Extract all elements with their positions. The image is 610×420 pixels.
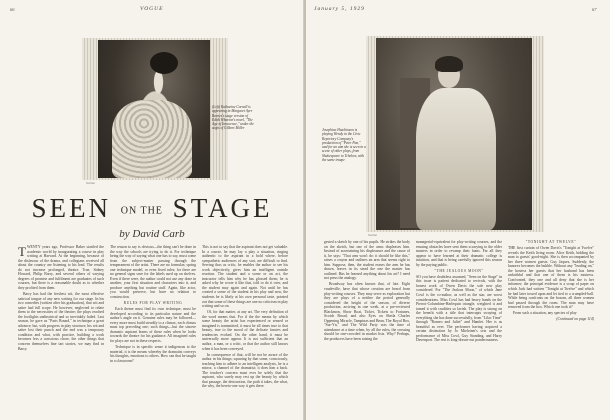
photo-credit-right: Steichen bbox=[368, 234, 377, 237]
headline bbox=[20, 193, 284, 224]
continued-note: (Continued on page 114) bbox=[556, 317, 594, 322]
photo-josephine-hutchinson bbox=[376, 38, 532, 230]
subhead-rules: RULES FOR PLAY WRITING bbox=[123, 301, 183, 306]
paragraph: Barry has had the freshest wit, the most effective satirical tongue of any new writing for our stage. In his two comedies (written after his graduation), that wit and satire had full scope. He however, neglected to relate them to the necessities of the theatre; the plays reached the footlights untheatrical and so inevitably failed. Last season, he gave us "Paris Bound," in technique a great advance; but, with progress in play structure, his wit and satire lost their punch and the end was a temporary condition and what, with practice, building a work becomes less a conscious chore, the other things that concern themselves fine tart stories, we may find in Barry. bbox=[18, 291, 104, 351]
caption-left: (Left) Katharine Cornell is appearing in Margaret Ayer Barnes's stage version of Edith Wharton's novel, "The Age of Innocence," under the aegis of Gilbert Miller bbox=[212, 105, 254, 131]
paragraph: Technique is in specific sense it indigenous to the material, it is the means whereby the dramatist conveys his thoughts, emotions to others. How can that be taught in a classroom? bbox=[110, 344, 196, 363]
photo-credit-left: Steichen bbox=[86, 182, 95, 185]
paragraph: Each theme must find its own technique, must be developed according to its particular nature and the author's angle on it. Genuine rules may be followed—every more must build steadily to a climax, each climax must top preceding one; such things—but the sincere dramatic aspirant learns of these rules when he looks towards the theatre for his guidance. All imagined rules for plays are not in these respects. bbox=[110, 307, 196, 343]
paragraph: SO you have doubtless assumed, "Seen on the Stage" in this issue is patient dedicated to revivals, with the honest work of Owen Davis the sole new play considered. For "The Jealous Moon," of which Jane Cowl is the co-author, as well as the star, are worst considerations. Miss Cowl has had heavy hands on the Pierrot-Columbine-Harlequin triangle, weighted it and tamed it with crudities so lavish. The play is strong on the benefit with a title that interrupts swaying of everything she has done successfully, from "Lilac Time" through "Romeo and Juliet" and Hamlet. Her is as beautiful as ever. The performer having acquired a certain distinction by Jo Mielziner's sets and the performance of Miss Cowl, Guy Standing, and Harry Davenport. The rest is long-drawn-out ponderousness. bbox=[416, 274, 502, 343]
paragraph: This is not to say that the aspirant does not get valuable. In a course, he may lay a play a situation, ringing authentic to the aspirant in a bold where, before sympathetic audiences of any sort, are difficult to find. Serving thus as critic, he enables the author to see his work objectively, gives him an intelligent outside reaction. The student and a scene or an act, the instructor tells him why he has glossed them; he is asked why he wrote it like that, told to do it over, and the student may again and again. Not until he has created a scene of the student in his play and now, the students he is likely at his own personal taste, pointed out that some of these things are one no criticism in play writing and so on. bbox=[202, 245, 288, 309]
paragraph: Broadway has often known that, of late. Eight vaudeville, have that whose creation are heard from play-writing courses. They may serve as exploration but they are plays of a neither the period generally considered the height of the season, of diverse production, arriving in one week, at a pre-reviewed Blackmon, Show Boat, Ticket, Tickets to Fortunes, Scotch Broad, and also Eyes on Sheila Charles Oppening Miracle, Tampinas and Bean, The Royal Box, "Sur-Yn," and The Wild Party was the time of attendance at a time when, by all the rules, the crossing should be one-crowded in market lists. Why? Perhaps, the producers have been raising the bbox=[324, 282, 410, 341]
left-column-2 bbox=[110, 245, 196, 413]
right-page bbox=[306, 0, 610, 420]
right-column-3 bbox=[508, 240, 594, 412]
headline-on-the: ON THE bbox=[120, 205, 163, 217]
paragraph: managerial-equivalent for play-writing courses, and the ensuing obstacles have sent them scurrying to the older masters in order to revamp their loans. Far all they appear to have learned at their dramatic college is intuition, and that is being carefully ignored this season by the paying public. bbox=[416, 240, 502, 267]
right-column-2 bbox=[416, 240, 502, 412]
left-column-1 bbox=[18, 245, 104, 413]
paragraph: Of, for that matter, at any art. The very definition of the word means that. For if the the means by which some beauty the artist has experienced or sensed or imagined is transmitted, it must be all times true to that beauty, true to the mood of the delicate fancies and tendencies evoked. On the other hand, it must be universally more appear. It is not sufficient that an author, a man, or a critic, or that the author still knows when it has been conveyed. bbox=[202, 310, 288, 351]
drop-cap: T bbox=[18, 244, 26, 259]
paragraph: gested a sketch by one of his pupils. He strikes the body on the sketch, but one of the arms displeases him. Instead of ascertaining his displeasure and the cause of it, he says: "That arm won't do: it should be like this," raises a crayon and outlines an arm that seems right to him. Suppose, then, the student erases the arm he has drawn, leaves in its stead the one the master has outlined. Has he learned anything about his art? I need not press the analogy. bbox=[324, 240, 410, 281]
left-page bbox=[0, 0, 304, 420]
paragraph: THE first curtain of Owen Davis's "Tonight at Twelve" reveals the Keith living room. Alice Keith, bidding the man to guests' good-night. She is then accompanied by her three women guests. Guy Jaques, Suddenly, the hanorex becomes the bubble. Without any "leading on," the hostess her guests that her husband has been unfaithful and that one of them is his mistress. Confronted, they one and all deny that she is her informer; the principal evidence is a scrap of paper on which Jack had written "Tonight at Twelve" and which he had later tossed upon and let tied to a crumpled-ball. While being confronts on the bosom, all three women had passed through the room. The man may have removed from the box. Which one took it? bbox=[508, 246, 594, 310]
right-column-1 bbox=[324, 240, 410, 412]
byline: by David Carb bbox=[119, 228, 185, 240]
running-head-vogue: VOGUE bbox=[140, 6, 164, 12]
subhead-jealous-moon: "THE JEALOUS MOON" bbox=[434, 268, 484, 273]
headline-seen: SEEN bbox=[31, 193, 111, 223]
headline-stage: STAGE bbox=[172, 193, 273, 223]
paragraph: TWENTY years ago, Professor Baker startled the academic world by inaugurating a course in play writing at Harvard. At the beginning, because of the disfavour of the drama, and collegians received all about the country are listening to his lead. The results do not increase prolonged, theatre. True, Sidney Howard, Philip Barry, and several others of varying degrees of promise and fulfilment are graduates of such courses, but there is a reasonable doubt as to whether they profited from them. bbox=[18, 244, 104, 290]
caption-right: Josephine Hutchinson is playing Wendy in the Civic Repertory Company's production of "Peter Pan," and for an aim she is seen in a scene of other plays, from Shakespeare to Tchekov, with the same troupe bbox=[322, 128, 366, 163]
left-column-3 bbox=[202, 245, 288, 413]
page-number-left: 66 bbox=[10, 7, 15, 12]
subhead-tonight-at-twelve: "TONIGHT AT TWELVE" bbox=[525, 240, 577, 244]
paragraph: From such a situation, any species of play bbox=[513, 311, 577, 316]
paragraph: In consequence of that, will be not be aware of the author in his things; squaring by that some, consciously, teaching him to adhere to an intelligent analysis, he is a mirror, a channel of the dramatist; it does him a back. The teacher's concern must ever be solely that the aspirant, who surely may rest up the beauty by which that passage, the destruction, the path it takes, the what, the why, the hereto-one way it gets there. bbox=[202, 352, 288, 389]
running-head-date: January 5, 1929 bbox=[314, 6, 365, 12]
photo-katharine-cornell bbox=[98, 40, 210, 178]
paragraph: The reason to say is obvious—the thing can't be done in the way the schools are trying to do it. For technique being the way of saying what one has to say, must come from the subject-matter passing through the temperament of the artist. There are no formulas; spring one technique model, or even fixed rules; for there are no general signs save for the labels used up on shelves. Even if there were, the author could not use any done in another, your first situation and characters into it, and produce anything but routine stuff. Again, like actor, you would preserve, but have no relation to construction. bbox=[110, 245, 196, 300]
page-number-right: 67 bbox=[592, 7, 597, 12]
